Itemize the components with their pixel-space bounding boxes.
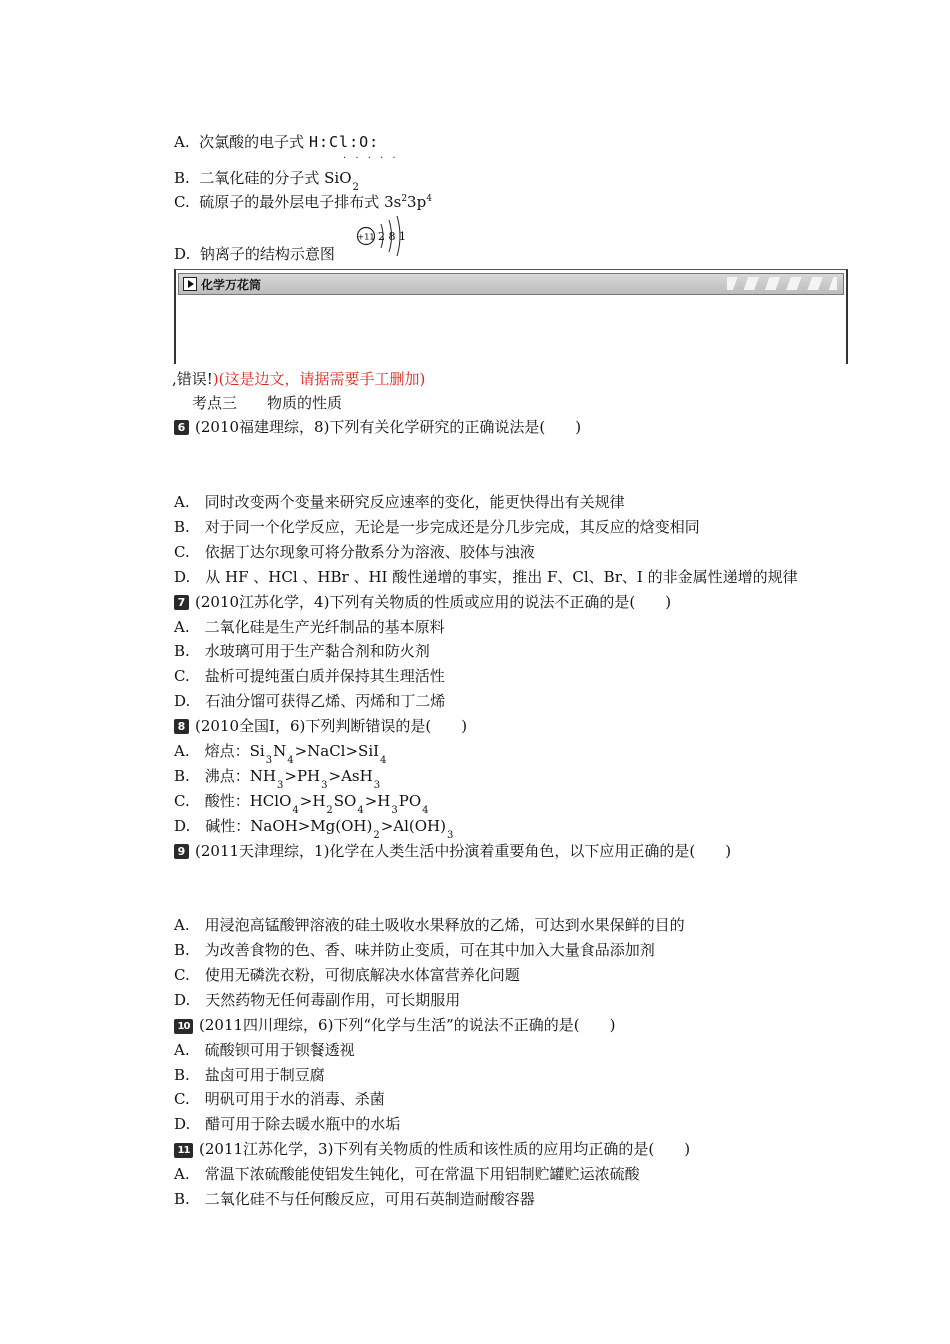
error-prefix: ,错误!	[172, 370, 213, 388]
option-label: A.	[174, 133, 190, 151]
option-label: D. 碱性：	[174, 817, 251, 835]
option-text: 钠离子的结构示意图	[199, 245, 335, 263]
option-label: B.	[174, 169, 190, 187]
panel-header	[178, 273, 844, 295]
option-label: B. 沸点：	[174, 767, 250, 785]
question-7-stem	[174, 592, 671, 612]
electron-formula: H:Cl:O:	[308, 133, 380, 151]
question-9-stem	[174, 841, 731, 861]
question-number-badge: 7	[174, 595, 189, 610]
q10-option-d: D. 醋可用于除去暖水瓶中的水垢	[174, 1115, 401, 1133]
question-text: (2011天津理综，1)化学在人类生活中扮演着重要角色，以下应用正确的是( )	[195, 842, 732, 860]
nucleus-charge: +11	[357, 232, 375, 242]
q6-option-b: B. 对于同一个化学反应，无论是一步完成还是分几步完成，其反应的焓变相同	[174, 518, 700, 536]
q9-option-c: C. 使用无磷洗衣粉，可彻底解决水体富营养化问题	[174, 966, 520, 984]
option-label: A. 熔点：	[174, 742, 250, 760]
option-text: 二氧化硅的分子式	[199, 169, 320, 187]
error-note	[172, 368, 425, 389]
q10-option-c: C. 明矾可用于水的消毒、杀菌	[174, 1090, 385, 1108]
option-b-sio2	[174, 168, 360, 191]
question-11-stem	[174, 1139, 690, 1159]
superscript: 4	[426, 194, 432, 204]
q7-option-b: B. 水玻璃可用于生产黏合剂和防火剂	[174, 642, 430, 660]
q10-option-b: B. 盐卤可用于制豆腐	[174, 1066, 325, 1084]
q7-option-a: A. 二氧化硅是生产光纤制品的基本原料	[174, 618, 445, 636]
option-text: 次氯酸的电子式	[199, 133, 305, 151]
question-text: (2010全国Ⅰ，6)下列判断错误的是( )	[195, 717, 468, 735]
question-number-badge: 11	[174, 1143, 193, 1158]
play-icon	[183, 277, 197, 291]
error-margin-note: )(这是边文，请据需要手工删加)	[212, 370, 426, 388]
q6-option-d: D. 从 HF 、HCl 、HBr 、HI 酸性递增的事实，推出 F、Cl、Br、I 的非金属性递增的规律	[174, 568, 798, 586]
q9-option-b: B. 为改善食物的色、香、味并防止变质，可在其中加入大量食品添加剂	[174, 941, 655, 959]
question-number-badge: 9	[174, 844, 189, 859]
question-10-stem	[174, 1015, 615, 1035]
section-title: 考点三 物质的性质	[192, 394, 343, 412]
q6-option-c: C. 依据丁达尔现象可将分散系分为溶液、胶体与浊液	[174, 543, 535, 561]
q8-option-a: A. 熔点：$Si_3N_4>NaCl>SiI_4$	[174, 742, 387, 766]
formula: SiO	[324, 169, 352, 187]
question-number-badge: 10	[174, 1019, 193, 1034]
option-label: C. 酸性：	[174, 792, 250, 810]
electron-dots: . . . . .	[343, 150, 399, 161]
q7-option-c: C. 盐析可提纯蛋白质并保持其生理活性	[174, 667, 445, 685]
q8-option-d: D. 碱性：$NaOH>Mg(OH)_2>Al(OH)_3$	[174, 817, 454, 841]
q10-option-a: A. 硫酸钡可用于钡餐透视	[174, 1041, 355, 1059]
q8-option-c: C. 酸性：$HClO_4>H_2SO_4>H_3PO_4$	[174, 792, 429, 816]
q6-option-a: A. 同时改变两个变量来研究反应速率的变化，能更快得出有关规律	[174, 493, 625, 511]
formula: 3s	[384, 193, 402, 211]
option-text: 硫原子的最外层电子排布式	[199, 193, 380, 211]
q8-option-b: B. 沸点：$NH_3>PH_3>AsH_3$	[174, 767, 381, 791]
option-a-hclo	[174, 132, 379, 152]
q9-option-a: A. 用浸泡高锰酸钾溶液的硅土吸收水果释放的乙烯，可达到水果保鲜的目的	[174, 916, 685, 934]
formula: 3p	[407, 193, 427, 211]
panel-title: 化学万花筒	[201, 278, 262, 292]
question-text: (2011四川理综，6)下列“化学与生活”的说法不正确的是( )	[199, 1016, 616, 1034]
shell-electrons: 2 8 1	[378, 230, 406, 243]
q7-option-d: D. 石油分馏可获得乙烯、丙烯和丁二烯	[174, 692, 446, 710]
chemistry-kaleidoscope-panel	[174, 269, 848, 364]
q11-option-a: A. 常温下浓硫酸能使铝发生钝化，可在常温下用铝制贮罐贮运浓硫酸	[174, 1165, 640, 1183]
question-text: (2010江苏化学，4)下列有关物质的性质或应用的说法不正确的是( )	[195, 593, 672, 611]
option-d-sodium	[174, 244, 335, 264]
question-number-badge: 8	[174, 719, 189, 734]
subscript: 2	[352, 182, 359, 193]
question-number-badge: 6	[174, 420, 189, 435]
question-text: (2011江苏化学，3)下列有关物质的性质和该性质的应用均正确的是( )	[199, 1140, 691, 1158]
option-label: C.	[174, 193, 190, 211]
question-text: (2010福建理综，8)下列有关化学研究的正确说法是( )	[195, 418, 582, 436]
question-6-stem	[174, 417, 581, 437]
q11-option-b: B. 二氧化硅不与任何酸反应，可用石英制造耐酸容器	[174, 1190, 535, 1208]
sodium-ion-structure-diagram	[356, 212, 416, 258]
question-8-stem	[174, 716, 467, 736]
superscript: 2	[401, 194, 408, 204]
q9-option-d: D. 天然药物无任何毒副作用，可长期服用	[174, 991, 461, 1009]
decorative-stripes	[727, 277, 837, 290]
option-label: D.	[174, 245, 191, 263]
